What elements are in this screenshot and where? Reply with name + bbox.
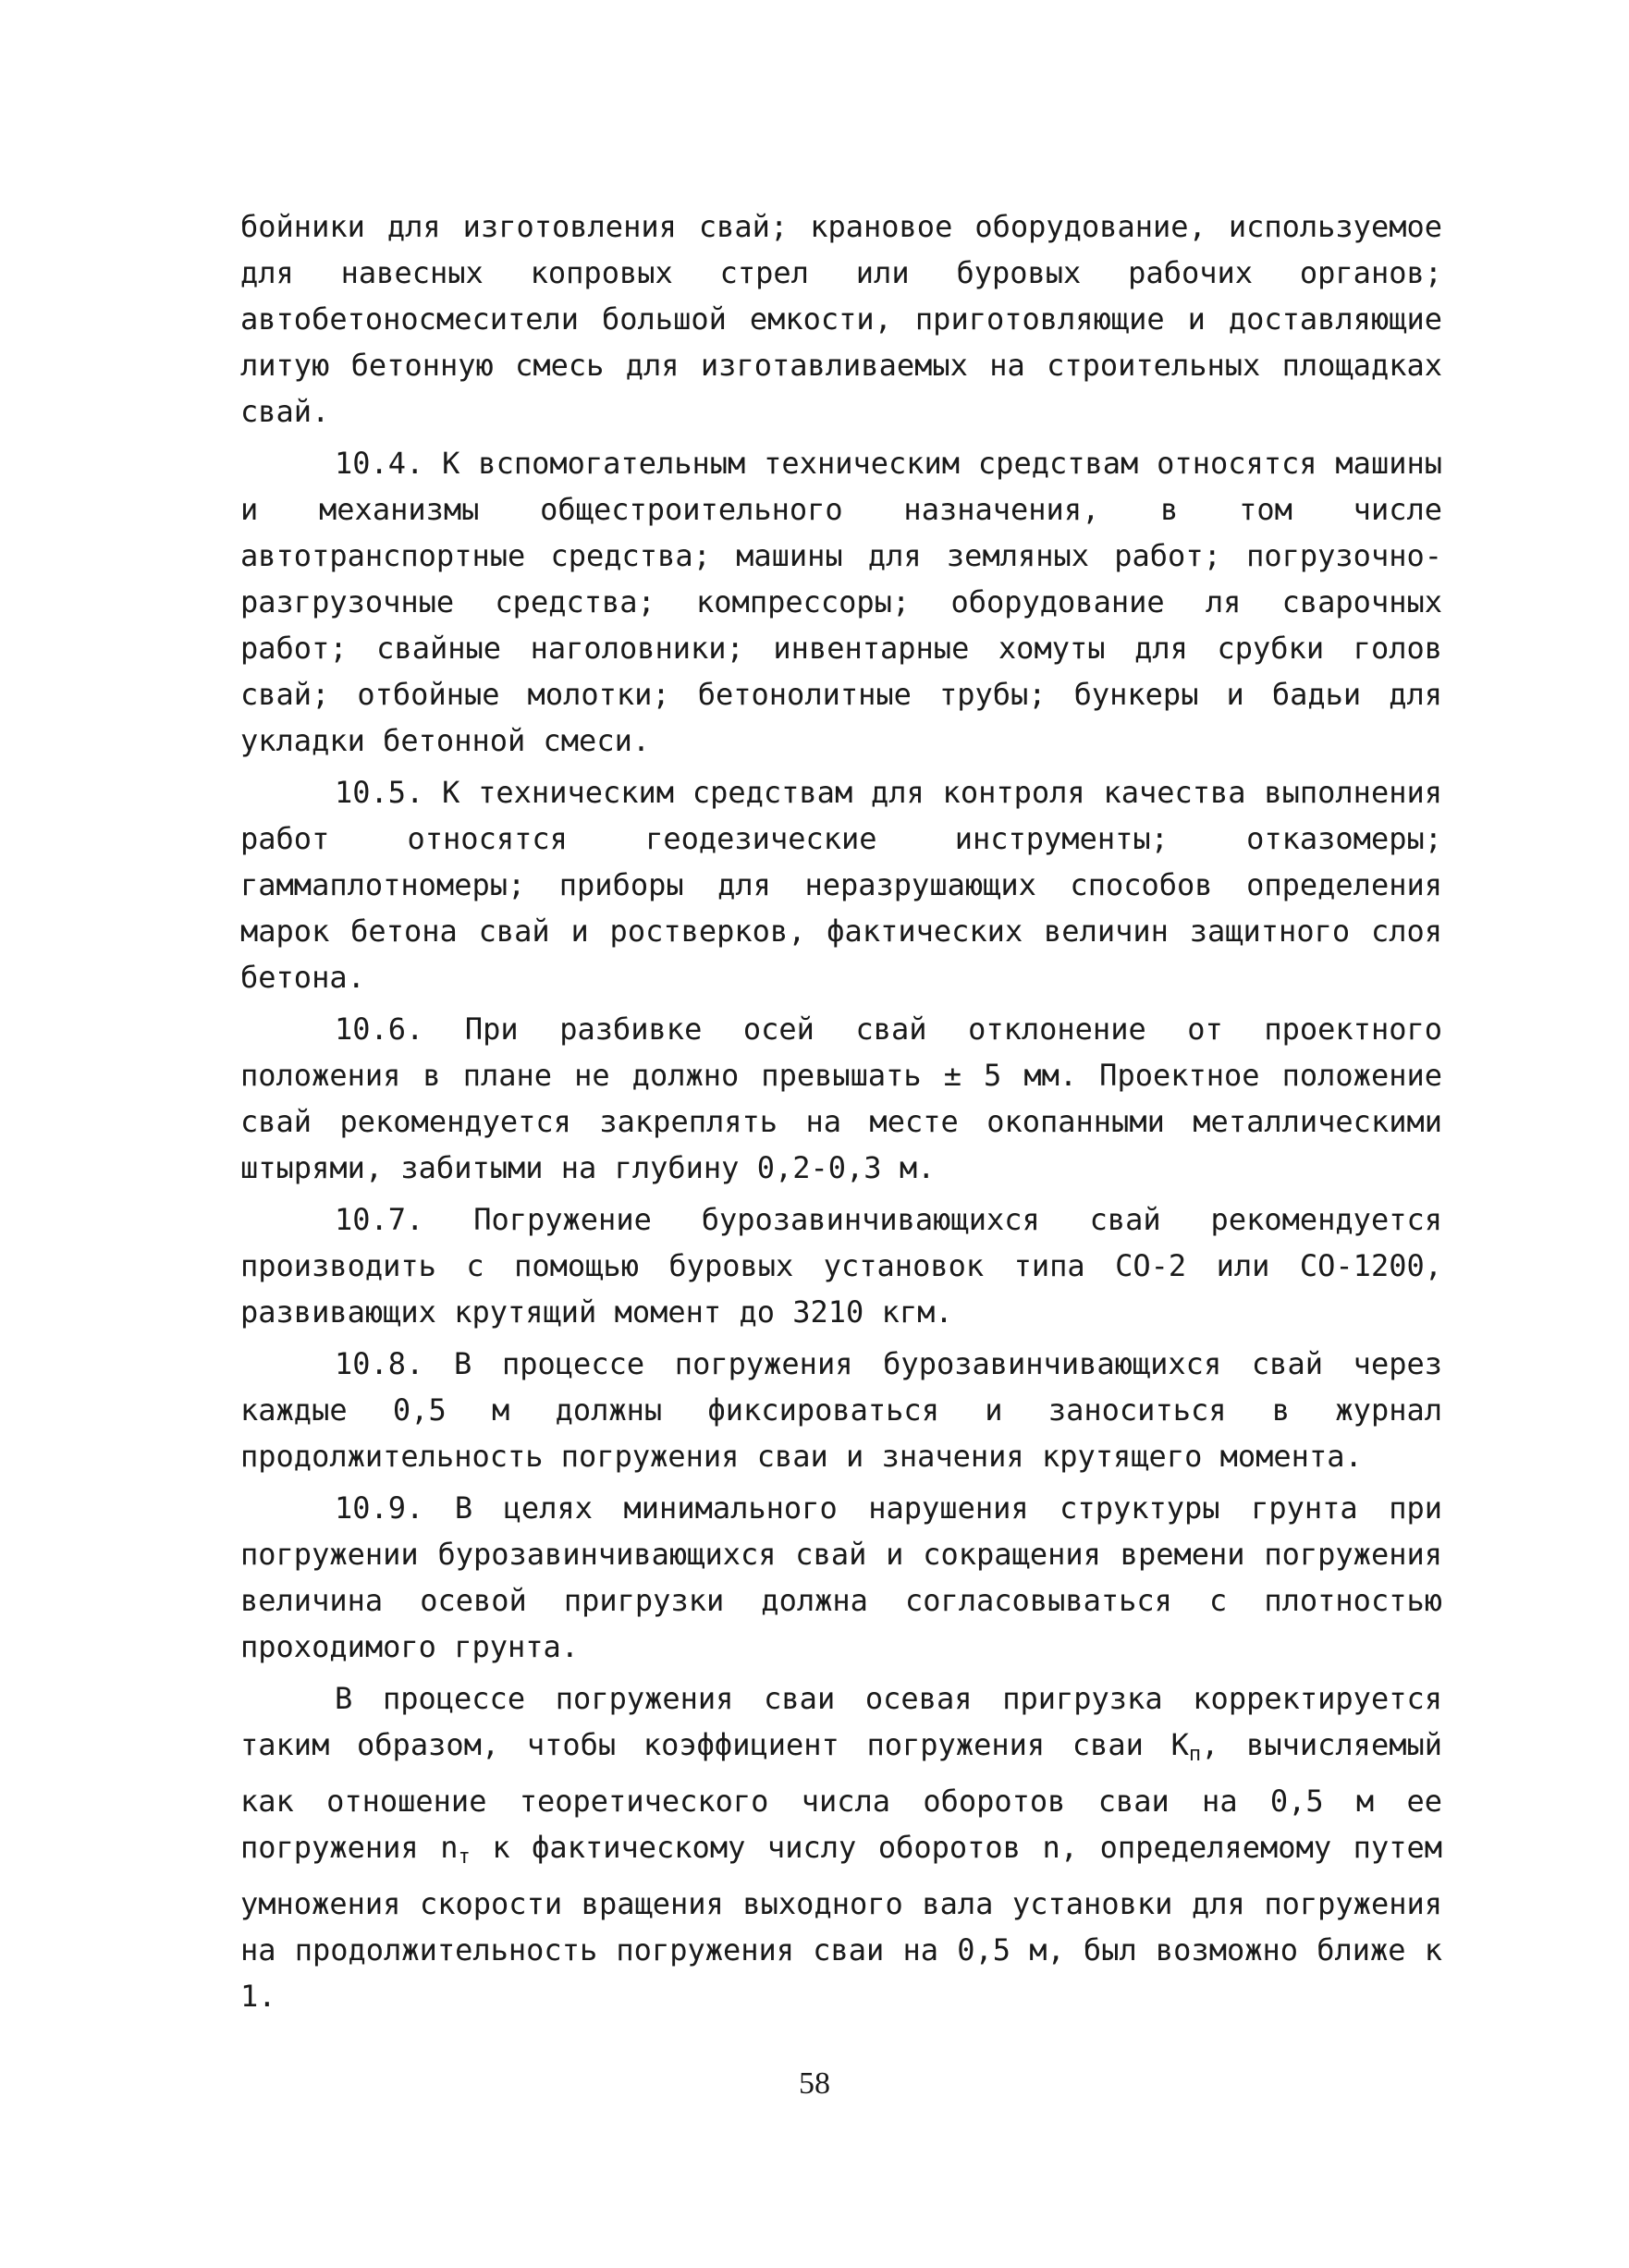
paragraph-10-5: 10.5. К техническим средствам для контроля качества выполнения работ относятся геодезические инструменты; отказомеры; гаммаплотномеры; приборы для неразрушающих способов определения марок бетона свай и ростверков, фактических величин защитного слоя бетона. — [240, 775, 1442, 995]
text-segment: В процессе погружения сваи осевая пригрузка корректируется таким образом, чтобы коэффициент погружения сваи К — [240, 1681, 1442, 1762]
paragraph-10-9: 10.9. В целях минимального нарушения структуры грунта при погружении бурозавинчивающихся свай и сокращения времени погружения величина осевой пригрузки должна согласовываться с плотностью проходимого грунта. — [240, 1490, 1442, 1664]
paragraph-10-8: 10.8. В процессе погружения бурозавинчивающихся свай через каждые 0,5 м должны фиксироваться и заноситься в журнал продолжительность погружения сваи и значения крутящего момента. — [240, 1346, 1442, 1474]
paragraph-axial-load — [240, 1675, 1442, 2019]
paragraph-10-6: 10.6. При разбивке осей свай отклонение от проектного положения в плане не должно превышать ± 5 мм. Проектное положение свай рекомендуется закреплять на месте окопанными металлическими штырями, забитыми на глубину 0,2-0,3 м. — [240, 1011, 1442, 1185]
document-body — [240, 203, 1442, 2025]
subscript: т — [458, 1845, 471, 1869]
paragraph-10-4: 10.4. К вспомогательным техническим средствам относятся машины и механизмы общестроительного назначения, в том числе автотранспортные средства; машины для земляных работ; погрузочно-разгрузочные средства; компрессоры; оборудование ля сварочных работ; свайные наголовники; инвентарные хомуты для срубки голов свай; отбойные молотки; бетонолитные трубы; бункеры и бадьи для укладки бетонной смеси. — [240, 446, 1442, 758]
text-segment: , вычисляемый как отношение теоретического числа оборотов сваи на 0,5 м ее погружения n — [240, 1727, 1443, 1865]
paragraph-10-7: 10.7. Погружение бурозавинчивающихся свай рекомендуется производить с помощью буровых установок типа СО-2 или СО-1200, развивающих крутящий момент до 3210 кгм. — [240, 1202, 1442, 1330]
page-number: 58 — [799, 2066, 830, 2101]
paragraph-continuation: бойники для изготовления свай; крановое оборудование, используемое для навесных копровых стрел или буровых рабочих органов; автобетоносмесители большой емкости, приготовляющие и доставляющие литую бетонную смесь для изготавливаемых на строительных площадках свай. — [240, 209, 1442, 429]
text-segment: к фактическому числу оборотов n, определяемому путем умножения скорости вращения выходного вала установки для погружения на продолжительность погружения сваи на 0,5 м, был возможно ближе к 1. — [240, 1830, 1443, 2014]
subscript: п — [1188, 1743, 1202, 1766]
